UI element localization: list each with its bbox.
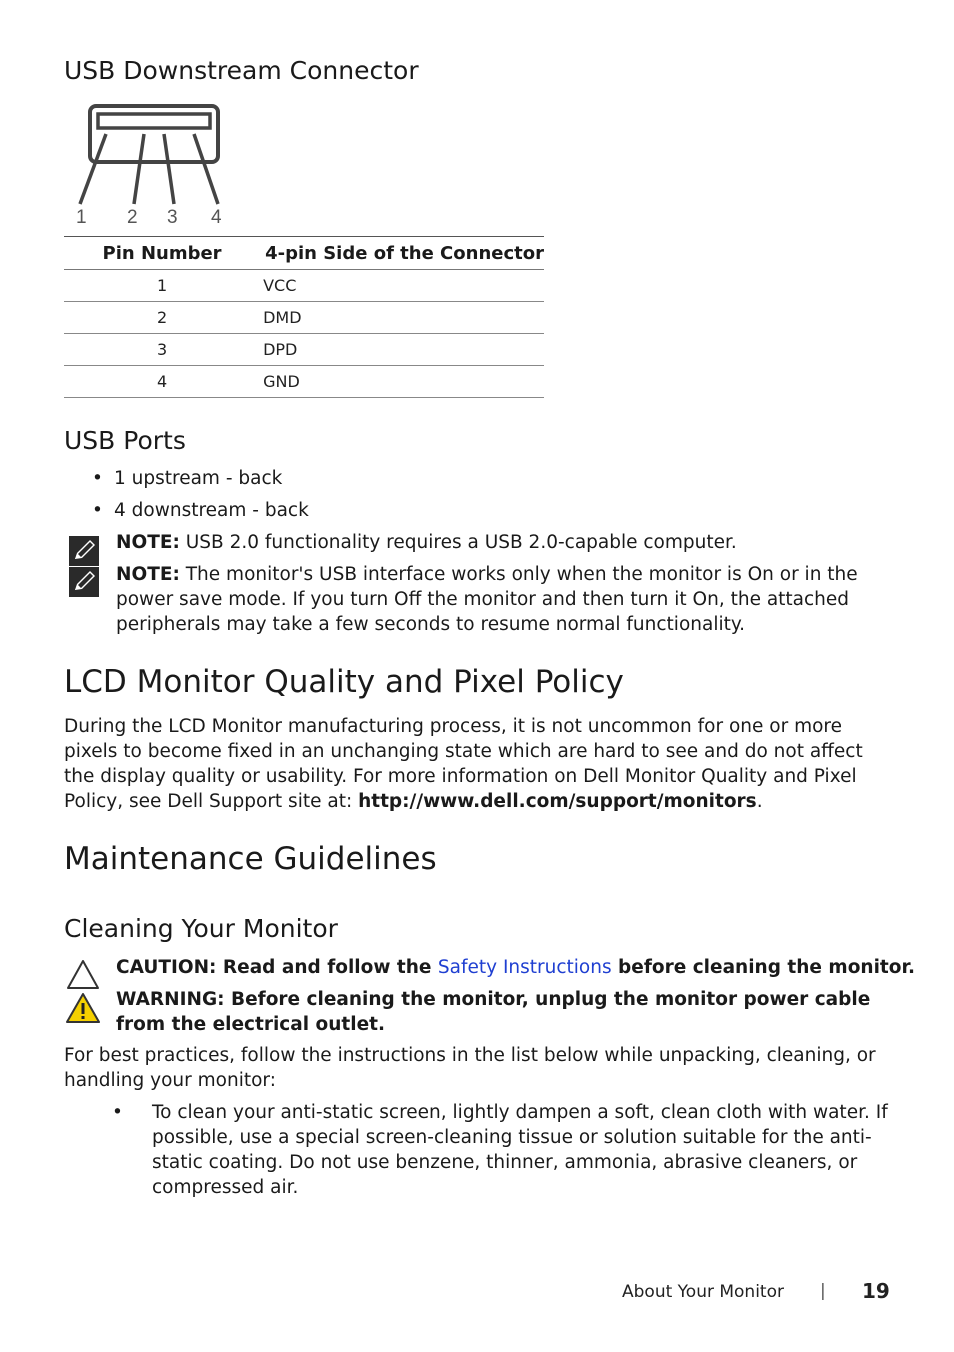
lcd-policy-text: During the LCD Monitor manufacturing process, it is not uncommon for one or more pixels to become fixed in an unchanging state which are hard to see and do not affect the display quality or usability. For more information on Dell Monitor Quality and Pixel Policy, see Dell Support site at: [64,716,863,812]
diagram-pin-label: 4 [211,207,222,228]
lcd-policy-heading: LCD Monitor Quality and Pixel Policy [64,664,624,700]
note-usb-interface [116,562,876,637]
diagram-pin-label: 1 [76,207,87,228]
warning-text: WARNING: Before cleaning the monitor, unplug the monitor power cable from the electrical outlet. [116,989,871,1035]
diagram-pin-label: 3 [167,207,178,228]
maintenance-heading: Maintenance Guidelines [64,841,437,877]
caution-icon [66,958,100,990]
bullet-icon: • [92,468,103,489]
note-icon [68,535,100,567]
pin-cell: 1 [64,270,260,302]
table-row [64,302,544,334]
lcd-policy-trailing: . [756,791,763,812]
list-item-text: 1 upstream - back [114,468,283,489]
pin-table [64,236,544,398]
lcd-policy-paragraph [64,714,884,814]
footer-separator: | [820,1281,826,1301]
caution-text [116,955,915,980]
signal-cell: DMD [260,302,544,334]
caution-prefix: CAUTION: Read and follow the [116,957,438,978]
signal-cell: GND [260,366,544,398]
list-item-text: 4 downstream - back [114,500,309,521]
pin-number-header: Pin Number [64,237,260,270]
cleaning-heading: Cleaning Your Monitor [64,914,338,943]
list-item [112,1100,892,1200]
note-label: NOTE: [116,564,180,585]
dell-support-link[interactable]: http://www.dell.com/support/monitors [358,791,757,812]
footer-section: About Your Monitor [622,1282,784,1302]
usb-ports-heading: USB Ports [64,426,186,455]
table-header-row [64,237,544,270]
table-row [64,334,544,366]
warning-icon [66,992,100,1024]
note-icon [68,566,100,598]
note-label: NOTE: [116,532,180,553]
usb-connector-diagram [72,100,232,230]
table-row [64,270,544,302]
diagram-pin-label: 2 [127,207,138,228]
list-item-text: To clean your anti-static screen, lightly dampen a soft, clean cloth with water. If possible, use a special screen-cleaning tissue or solution suitable for the anti-static coating. Do not use benzene, thinner, ammonia, abrasive cleaners, or compressed air. [152,1102,888,1198]
signal-cell: VCC [260,270,544,302]
pin-side-header: 4-pin Side of the Connector [260,237,544,270]
pin-cell: 3 [64,334,260,366]
note-text: USB 2.0 functionality requires a USB 2.0-capable computer. [179,532,737,553]
signal-cell: DPD [260,334,544,366]
pin-cell: 4 [64,366,260,398]
table-row [64,366,544,398]
safety-instructions-link[interactable]: Safety Instructions [437,957,612,978]
note-usb2 [116,530,896,555]
bullet-icon: • [112,1102,123,1123]
caution-suffix: before cleaning the monitor. [611,957,915,978]
page-number: 19 [862,1279,890,1303]
note-text: The monitor's USB interface works only when the monitor is On or in the power save mode. If you turn Off the monitor and then turn it On, the attached peripherals may take a few seconds to resume normal functionality. [116,564,858,635]
usb-downstream-heading: USB Downstream Connector [64,56,419,85]
pin-cell: 2 [64,302,260,334]
bullet-icon: • [92,500,103,521]
maintenance-intro: For best practices, follow the instructions in the list below while unpacking, cleaning, or handling your monitor: [64,1045,876,1091]
